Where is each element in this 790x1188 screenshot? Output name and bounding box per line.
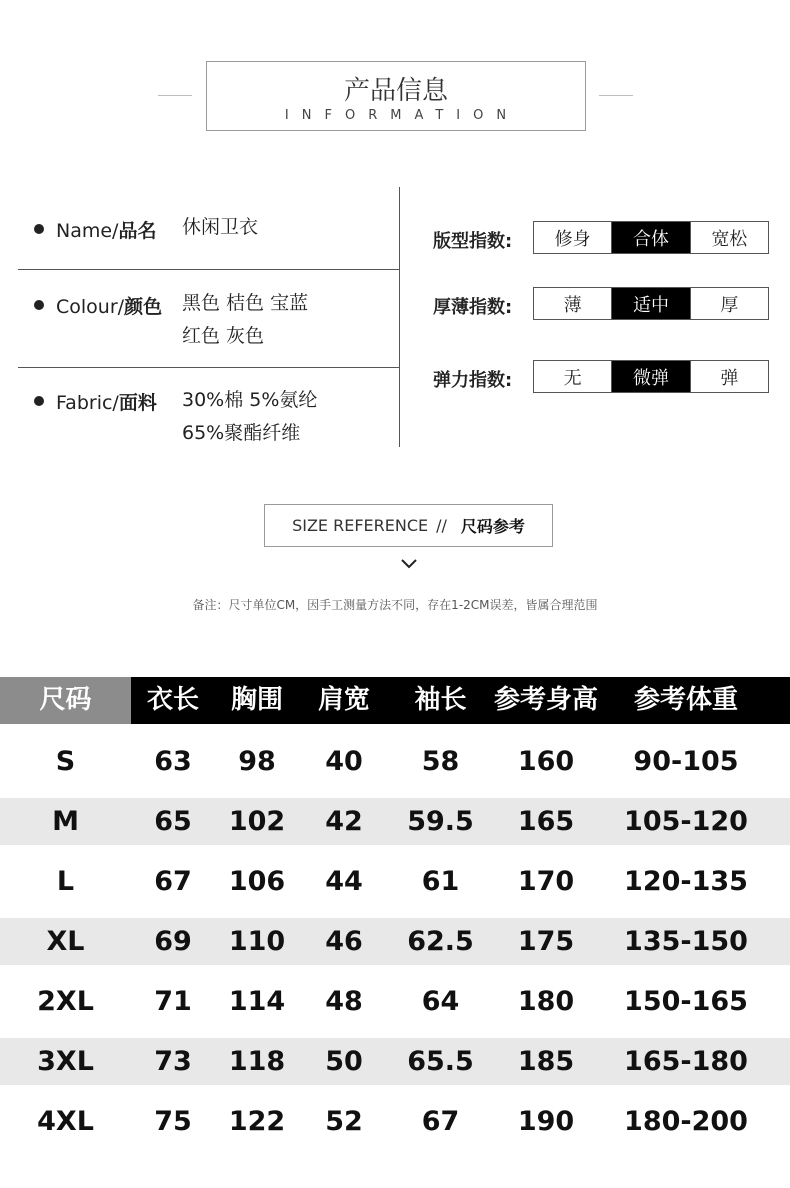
table-row xyxy=(0,918,790,965)
table-cell: 180 xyxy=(517,986,575,1017)
table-cell: 46 xyxy=(325,926,363,957)
colour-label: Colour/颜色 xyxy=(56,296,163,318)
scale-option-selected: 微弹 xyxy=(611,361,689,392)
table-cell: L xyxy=(56,866,75,897)
header-title: 产品信息 xyxy=(343,76,448,106)
info-header xyxy=(206,61,586,131)
col-header: 胸围 xyxy=(230,685,283,715)
info-divider xyxy=(399,187,400,447)
size-table-header xyxy=(0,677,790,724)
table-cell: XL xyxy=(46,926,85,957)
scale-option: 修身 xyxy=(554,228,591,250)
table-cell: 102 xyxy=(228,806,286,837)
table-cell: 71 xyxy=(154,986,192,1017)
table-cell: 73 xyxy=(154,1046,192,1077)
fit-index-scale xyxy=(533,221,769,254)
colour-value: 黑色 桔色 宝蓝 红色 灰色 xyxy=(182,292,309,347)
table-cell: 106 xyxy=(228,866,286,897)
table-cell: 65.5 xyxy=(407,1046,474,1077)
table-cell: 48 xyxy=(325,986,363,1017)
table-cell: 90-105 xyxy=(633,746,739,777)
fabric-value: 30%棉 5%氨纶 65%聚酯纤维 xyxy=(182,389,318,444)
info-row-rule-2 xyxy=(18,367,399,368)
table-cell: 75 xyxy=(154,1106,192,1137)
fabric-label: Fabric/面料 xyxy=(56,392,157,414)
table-cell: 2XL xyxy=(37,986,94,1017)
bullet xyxy=(34,300,44,310)
size-note: 备注：尺寸单位CM，因手工测量方法不同，存在1-2CM误差，皆属合理范围 xyxy=(192,598,598,612)
table-cell: 118 xyxy=(228,1046,286,1077)
thickness-index-label: 厚薄指数: xyxy=(433,297,513,318)
table-cell: 59.5 xyxy=(407,806,474,837)
table-cell: 52 xyxy=(325,1106,363,1137)
col-header: 尺码 xyxy=(39,685,92,715)
table-cell: 50 xyxy=(325,1046,363,1077)
col-header: 参考体重 xyxy=(633,685,738,715)
table-cell: 165-180 xyxy=(624,1046,748,1077)
size-reference-box xyxy=(264,504,553,547)
col-header: 衣长 xyxy=(146,685,199,715)
table-cell: 67 xyxy=(421,1106,460,1137)
table-cell: 170 xyxy=(517,866,575,897)
bullet xyxy=(34,396,44,406)
table-cell: 69 xyxy=(154,926,192,957)
table-row xyxy=(0,1098,790,1145)
bullet xyxy=(34,224,44,234)
table-cell: 185 xyxy=(517,1046,575,1077)
info-row-rule-1 xyxy=(18,269,399,270)
name-label: Name/品名 xyxy=(56,220,157,242)
col-header: 肩宽 xyxy=(317,685,370,715)
table-cell: 63 xyxy=(154,746,192,777)
table-cell: 110 xyxy=(228,926,286,957)
size-reference-en: SIZE REFERENCE xyxy=(292,516,429,535)
table-cell: 150-165 xyxy=(624,986,748,1017)
chevron-down-icon xyxy=(400,558,418,570)
col-header: 参考身高 xyxy=(493,685,598,715)
table-cell: 65 xyxy=(154,806,192,837)
table-row xyxy=(0,798,790,845)
table-cell: 61 xyxy=(421,866,460,897)
table-row xyxy=(0,1038,790,1085)
table-cell: 180-200 xyxy=(624,1106,748,1137)
scale-option: 厚 xyxy=(690,288,768,319)
table-cell: 175 xyxy=(517,926,575,957)
table-cell: 40 xyxy=(325,746,363,777)
header-left-rule xyxy=(158,95,192,96)
scale-option: 薄 xyxy=(563,294,582,316)
table-cell: 114 xyxy=(228,986,286,1017)
elasticity-index-label: 弹力指数: xyxy=(433,370,513,391)
table-cell: 42 xyxy=(325,806,363,837)
size-reference-cn: 尺码参考 xyxy=(460,517,525,536)
header-right-rule xyxy=(599,95,633,96)
table-cell: 120-135 xyxy=(624,866,748,897)
table-cell: 160 xyxy=(517,746,575,777)
scale-option: 弹 xyxy=(690,361,768,392)
fit-index-label: 版型指数: xyxy=(433,231,513,252)
thickness-index-scale xyxy=(533,287,769,320)
header-subtitle: INFORMATION xyxy=(284,108,520,123)
table-cell: 135-150 xyxy=(624,926,748,957)
table-cell: 4XL xyxy=(37,1106,94,1137)
table-cell: 3XL xyxy=(37,1046,94,1077)
scale-option: 无 xyxy=(563,367,582,389)
table-cell: 67 xyxy=(154,866,192,897)
table-cell: 122 xyxy=(228,1106,286,1137)
scale-option-selected: 适中 xyxy=(611,288,689,319)
table-cell: 64 xyxy=(421,986,460,1017)
size-reference-sep: // xyxy=(436,516,447,535)
table-cell: 58 xyxy=(421,746,460,777)
elasticity-index-scale xyxy=(533,360,769,393)
table-cell: 44 xyxy=(325,866,363,897)
table-row xyxy=(0,978,790,1025)
name-value: 休闲卫衣 xyxy=(182,216,259,238)
table-cell: M xyxy=(52,806,79,837)
scale-option-selected: 合体 xyxy=(611,222,689,253)
table-cell: S xyxy=(55,746,76,777)
table-row xyxy=(0,858,790,905)
table-cell: 62.5 xyxy=(407,926,474,957)
table-cell: 98 xyxy=(238,746,276,777)
table-cell: 165 xyxy=(517,806,575,837)
scale-option: 宽松 xyxy=(690,222,768,253)
table-cell: 190 xyxy=(517,1106,575,1137)
table-row xyxy=(0,738,790,785)
col-header: 袖长 xyxy=(414,685,467,715)
table-cell: 105-120 xyxy=(624,806,748,837)
